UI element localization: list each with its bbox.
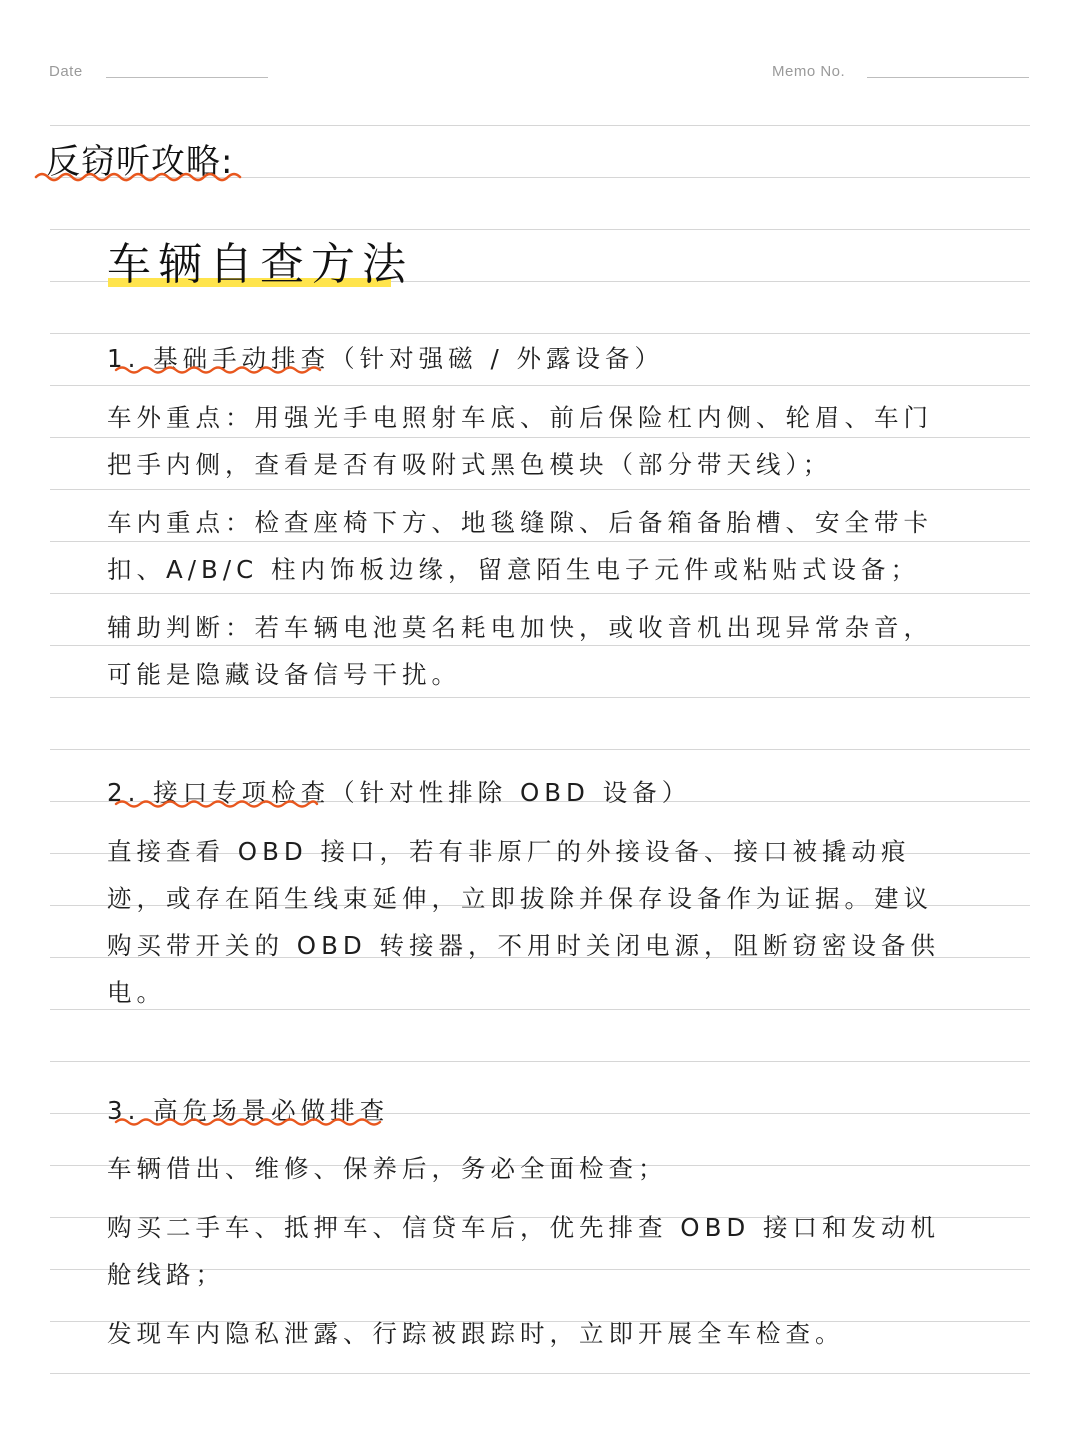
memo-field-line[interactable]	[867, 77, 1029, 78]
section-1-line: 车内重点：检查座椅下方、地毯缝隙、后备箱备胎槽、安全带卡	[107, 508, 933, 537]
section-3-line: 车辆借出、维修、保养后，务必全面检查；	[107, 1154, 668, 1183]
section-1-line: 把手内侧，查看是否有吸附式黑色模块（部分带天线）；	[107, 450, 833, 479]
section-2-line: 直接查看 OBD 接口，若有非原厂的外接设备、接口被撬动痕	[107, 837, 911, 866]
title-wavy-underline	[34, 169, 246, 183]
section-3-wavy-underline	[114, 1116, 384, 1128]
section-title: 车辆自查方法	[107, 239, 413, 290]
section-2-line: 电。	[107, 978, 166, 1007]
section-3-line: 发现车内隐私泄露、行踪被跟踪时，立即开展全车检查。	[107, 1319, 845, 1348]
section-3-line: 购买二手车、抵押车、信贷车后，优先排查 OBD 接口和发动机	[107, 1213, 941, 1242]
date-label: Date	[49, 63, 83, 80]
section-2-line: 购买带开关的 OBD 转接器，不用时关闭电源，阻断窃密设备供	[107, 931, 941, 960]
section-2-heading: 2. 接口专项检查（针对性排除 OBD 设备）	[107, 778, 692, 807]
section-1-line: 辅助判断：若车辆电池莫名耗电加快，或收音机出现异常杂音，	[107, 613, 933, 642]
section-3-heading: 3. 高危场景必做排查	[107, 1096, 390, 1125]
section-1-heading: 1. 基础手动排查（针对强磁 / 外露设备）	[107, 344, 664, 373]
date-field-line[interactable]	[106, 77, 268, 78]
section-1-line: 车外重点：用强光手电照射车底、前后保险杠内侧、轮眉、车门	[107, 403, 933, 432]
section-3-line: 舱线路；	[107, 1260, 225, 1289]
section-1-wavy-underline	[114, 364, 326, 376]
section-2-wavy-underline	[114, 798, 320, 810]
section-2-line: 迹，或存在陌生线束延伸，立即拔除并保存设备作为证据。建议	[107, 884, 933, 913]
section-1-line: 扣、A/B/C 柱内饰板边缘，留意陌生电子元件或粘贴式设备；	[107, 555, 920, 584]
page-title: 反窃听攻略:	[46, 142, 234, 182]
memo-label: Memo No.	[772, 63, 846, 80]
section-1-line: 可能是隐藏设备信号干扰。	[107, 660, 461, 689]
